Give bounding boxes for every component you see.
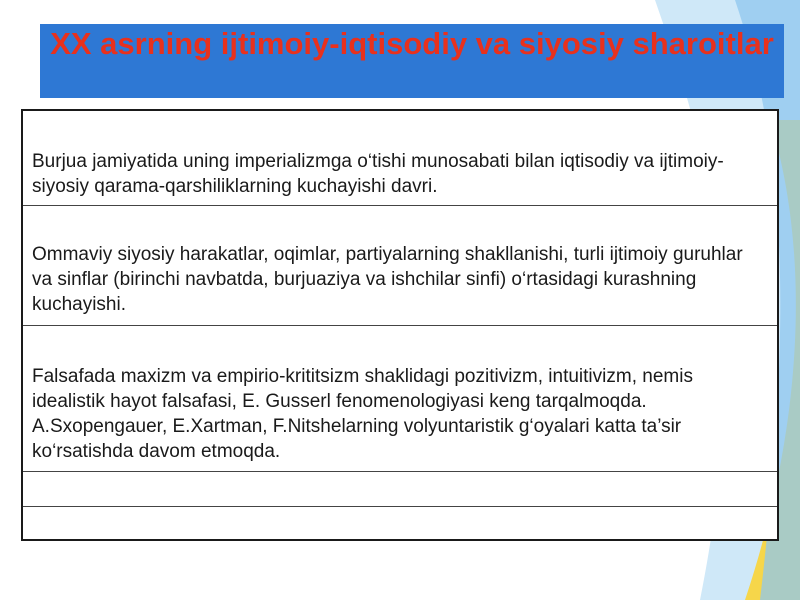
table-row [23,472,777,507]
table-row [23,206,777,326]
row-text: Falsafada maxizm va empirio-krititsizm shaklidagi pozitivizm, intuitivizm, nemis idealistik hayot falsafasi, E. Gusserl fenomenologiyasi keng tarqalmoqda. A.Sxopengauer, E.Xartman, F.Nitshelarning volyuntaristik g‘oyalari katta ta’sir ko‘rsatishda davom etmoqda. [32,366,693,462]
slide-title: XX asrning ijtimoiy-iqtisodiy va siyosiy sharoitlar [50,26,774,61]
title-banner [40,24,784,98]
content-table [21,109,779,541]
table-row [23,507,777,539]
table-row [23,326,777,472]
row-text: Ommaviy siyosiy harakatlar, oqimlar, partiyalarning shakllanishi, turli ijtimoiy guruhlar va sinflar (birinchi navbatda, burjuaziya va ishchilar sinfi) o‘rtasidagi kurashning kuchayishi. [32,244,743,315]
table-row [23,111,777,206]
row-text: Burjua jamiyatida uning imperializmga o‘tishi munosabati bilan iqtisodiy va ijtimoiy-siyosiy qarama-qarshiliklarning kuchayishi davri. [32,151,724,197]
